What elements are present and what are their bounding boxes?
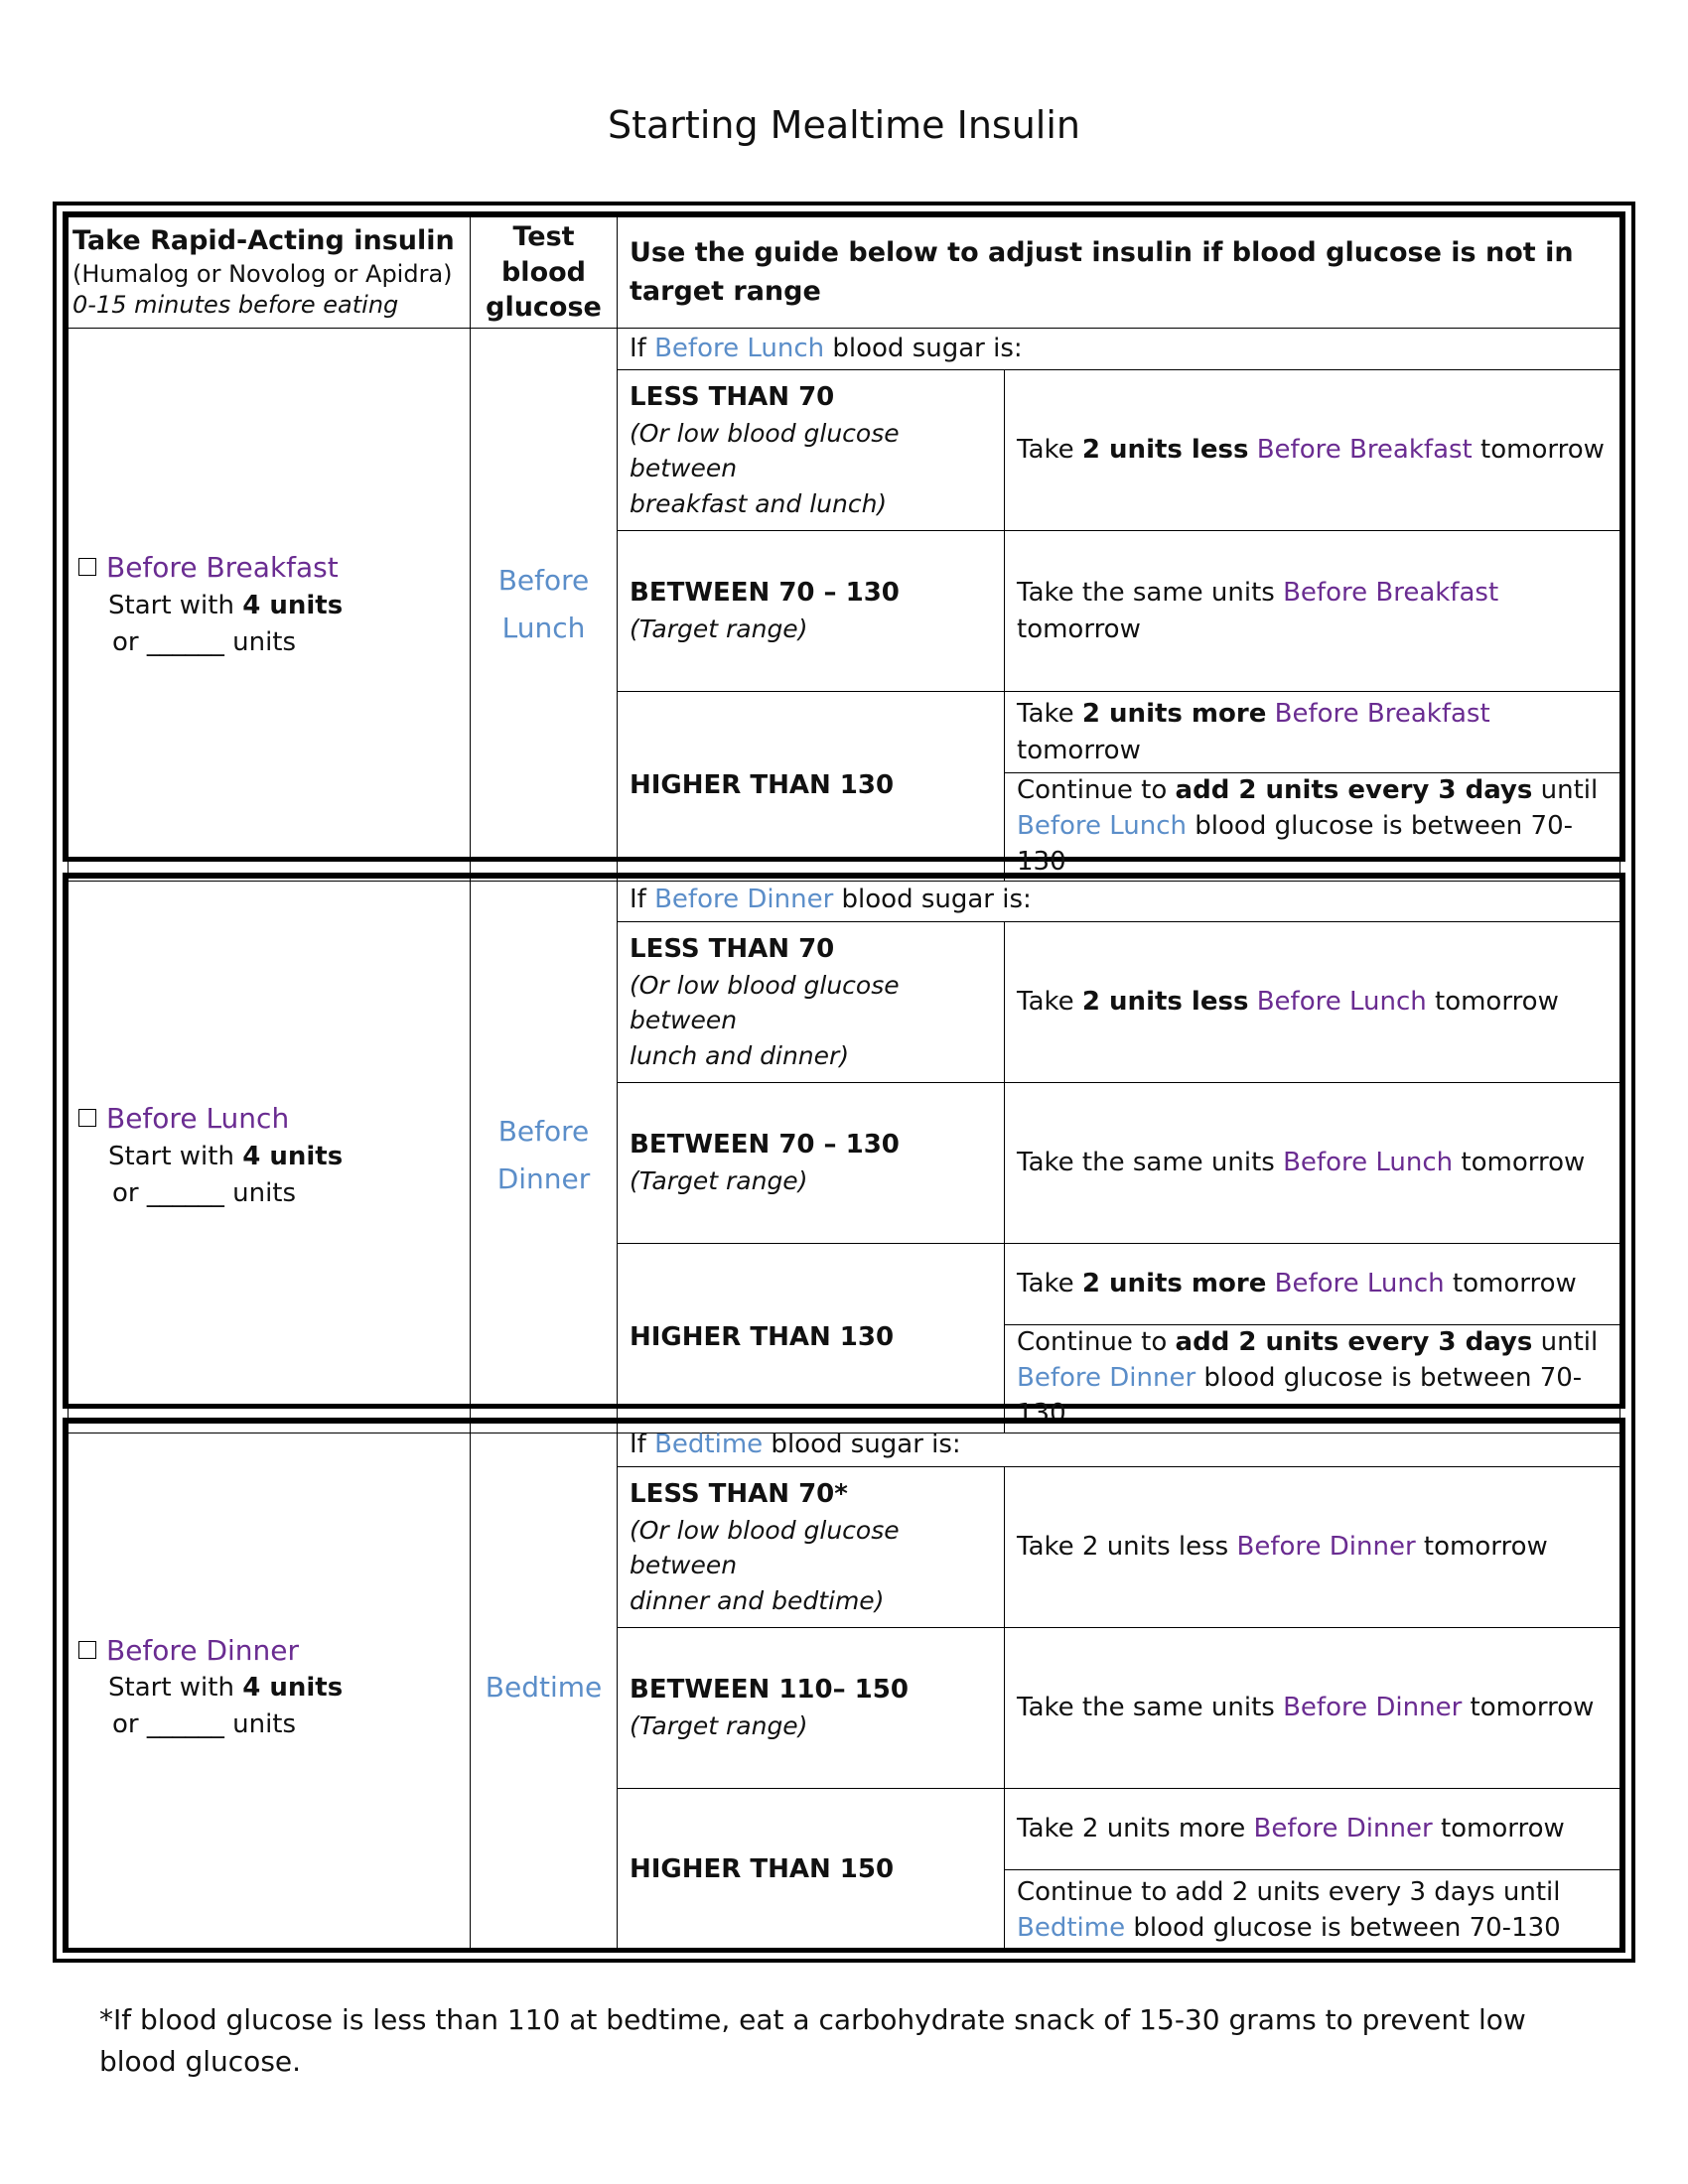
high-action — [1005, 1789, 1620, 1870]
start-units: 4 units — [242, 1673, 344, 1704]
low-condition — [618, 370, 1005, 531]
low-meal: Before Lunch — [1256, 987, 1427, 1018]
low-note-1: (Or low blood glucose between — [630, 1515, 900, 1580]
header-test-line3: glucose — [486, 292, 602, 324]
checkbox-icon[interactable] — [78, 1109, 96, 1127]
adjust-table-dinner — [68, 1423, 1620, 1952]
high-label: HIGHER THAN 150 — [630, 1854, 895, 1885]
header-insulin — [69, 217, 471, 329]
low-post: tomorrow — [1426, 987, 1559, 1018]
block-before-breakfast — [63, 211, 1625, 877]
low-note-1: (Or low blood glucose between — [630, 970, 900, 1035]
if-pre: If — [630, 885, 655, 915]
test-time — [471, 879, 618, 1433]
page-title: Starting Mealtime Insulin — [608, 103, 1080, 147]
if-row — [69, 879, 1620, 922]
header-insulin-brands: (Humalog or Novolog or Apidra) — [72, 259, 453, 288]
meal-cell — [69, 329, 471, 882]
high-post: tomorrow — [1017, 735, 1141, 765]
target-action — [1005, 1628, 1620, 1789]
start-with-label: Start with — [108, 1673, 243, 1704]
test-time-line1: Before — [497, 1115, 590, 1149]
test-time — [471, 329, 618, 882]
target-label: BETWEEN 70 – 130 — [630, 578, 900, 609]
low-label: LESS THAN 70 — [630, 381, 835, 412]
target-action — [1005, 1083, 1620, 1244]
target-post: tomorrow — [1462, 1693, 1595, 1723]
cont-pre: Continue to — [1017, 1327, 1176, 1357]
low-label: LESS THAN 70 — [630, 933, 835, 964]
low-bold: 2 units less — [1081, 435, 1249, 466]
if-post: blood sugar is: — [824, 334, 1023, 364]
low-condition — [618, 1467, 1005, 1628]
high-bold: 2 units more — [1081, 698, 1267, 729]
continue-action — [1005, 1870, 1620, 1952]
cont-pre: Continue to — [1017, 775, 1176, 805]
target-action — [1005, 531, 1620, 692]
if-condition — [618, 329, 1620, 370]
custom-units-blank: or ______ units — [112, 626, 297, 657]
high-post: tomorrow — [1444, 1269, 1577, 1299]
cont-post: blood glucose is between 70-130 — [1017, 810, 1574, 877]
high-condition — [618, 692, 1005, 882]
low-note-2: breakfast and lunch) — [630, 488, 888, 518]
low-post: tomorrow — [1472, 435, 1605, 466]
target-condition — [618, 1083, 1005, 1244]
if-time: Bedtime — [654, 1430, 764, 1460]
low-action — [1005, 370, 1620, 531]
low-bold: 2 units less — [1081, 987, 1249, 1018]
header-insulin-title: Take Rapid-Acting insulin — [72, 225, 455, 257]
if-time: Before Lunch — [654, 334, 825, 364]
custom-units-blank: or ______ units — [112, 1709, 297, 1740]
low-meal: Before Breakfast — [1256, 435, 1473, 466]
if-pre: If — [630, 1430, 655, 1460]
cont-mid: until — [1532, 775, 1599, 805]
low-post: tomorrow — [1415, 1532, 1548, 1563]
target-condition — [618, 1628, 1005, 1789]
high-condition — [618, 1244, 1005, 1433]
low-note-1: (Or low blood glucose between — [630, 418, 900, 483]
start-with-label: Start with — [108, 1141, 243, 1171]
checkbox-icon[interactable] — [78, 558, 96, 576]
cont-bold: add 2 units every 3 days — [1175, 1327, 1533, 1357]
cont-post: blood glucose is between 70-130 — [1125, 1912, 1561, 1943]
start-units: 4 units — [242, 590, 344, 620]
low-pre: Take — [1017, 987, 1082, 1018]
target-pre: Take the same units — [1017, 1693, 1284, 1723]
target-pre: Take the same units — [1017, 1148, 1284, 1178]
low-action — [1005, 922, 1620, 1083]
header-test — [471, 217, 618, 329]
meal-cell — [69, 879, 471, 1433]
target-post: tomorrow — [1017, 614, 1141, 644]
custom-units-blank: or ______ units — [112, 1177, 297, 1208]
cont-mid: until — [1532, 1327, 1599, 1357]
meal-name: Before Breakfast — [106, 551, 339, 585]
header-test-line1: Test — [512, 221, 575, 253]
high-condition — [618, 1789, 1005, 1952]
meal-name: Before Lunch — [106, 1102, 290, 1136]
header-guide: Use the guide below to adjust insulin if blood glucose is not in target range — [618, 217, 1620, 329]
if-pre: If — [630, 334, 655, 364]
high-action — [1005, 1244, 1620, 1325]
start-with-label: Start with — [108, 590, 243, 620]
if-row — [69, 1424, 1620, 1467]
target-meal: Before Dinner — [1283, 1693, 1463, 1723]
low-meal: Before Dinner — [1236, 1532, 1416, 1563]
cont-time: Bedtime — [1017, 1912, 1126, 1943]
low-action — [1005, 1467, 1620, 1628]
target-condition — [618, 531, 1005, 692]
checkbox-icon[interactable] — [78, 1641, 96, 1659]
meal-cell — [69, 1424, 471, 1952]
high-label: HIGHER THAN 130 — [630, 770, 895, 801]
header-insulin-timing: 0-15 minutes before eating — [72, 291, 399, 320]
high-label: HIGHER THAN 130 — [630, 1322, 895, 1353]
low-note-2: dinner and bedtime) — [630, 1585, 885, 1615]
adjust-table-breakfast — [68, 216, 1620, 882]
continue-action — [1005, 773, 1620, 882]
test-time-line1: Bedtime — [485, 1670, 603, 1704]
high-pre: Take — [1017, 698, 1082, 729]
target-meal: Before Lunch — [1283, 1148, 1454, 1178]
high-pre: Take — [1017, 1269, 1082, 1299]
target-post: tomorrow — [1453, 1148, 1586, 1178]
header-test-line2: blood — [500, 256, 586, 288]
cont-time: Before Dinner — [1017, 1362, 1196, 1393]
if-post: blood sugar is: — [833, 885, 1032, 915]
low-label: LESS THAN 70* — [630, 1478, 848, 1509]
target-pre: Take the same units — [1017, 577, 1284, 608]
meal-name: Before Dinner — [106, 1633, 300, 1667]
block-before-dinner — [63, 1418, 1625, 1953]
low-pre: Take — [1017, 435, 1082, 466]
start-units: 4 units — [242, 1141, 344, 1171]
if-condition — [618, 879, 1620, 922]
cont-post: blood glucose is between 70-130 — [1017, 1362, 1583, 1429]
high-pre: Take 2 units more — [1017, 1814, 1254, 1844]
test-time — [471, 1424, 618, 1952]
test-time-line2: Lunch — [501, 611, 586, 644]
test-time-line2: Dinner — [496, 1161, 591, 1195]
header-row — [69, 217, 1620, 329]
test-time-line1: Before — [497, 564, 590, 598]
cont-pre: Continue to add 2 units every 3 days until — [1017, 1876, 1561, 1907]
high-meal: Before Breakfast — [1274, 698, 1490, 729]
target-label: BETWEEN 70 – 130 — [630, 1130, 900, 1160]
cont-bold: add 2 units every 3 days — [1175, 775, 1533, 805]
target-meal: Before Breakfast — [1283, 577, 1499, 608]
target-note: (Target range) — [630, 1711, 808, 1741]
continue-action — [1005, 1325, 1620, 1433]
low-condition — [618, 922, 1005, 1083]
high-meal: Before Lunch — [1274, 1269, 1445, 1299]
low-note-2: lunch and dinner) — [630, 1040, 850, 1070]
high-post: tomorrow — [1432, 1814, 1565, 1844]
footnote: *If blood glucose is less than 110 at bedtime, eat a carbohydrate snack of 15-30 grams to prevent low blood glucose. — [99, 2003, 1526, 2078]
high-action — [1005, 692, 1620, 773]
target-label: BETWEEN 110– 150 — [630, 1675, 909, 1706]
if-condition — [618, 1424, 1620, 1467]
cont-time: Before Lunch — [1017, 810, 1188, 841]
block-before-lunch — [63, 873, 1625, 1429]
if-time: Before Dinner — [654, 885, 834, 915]
adjust-table-lunch — [68, 878, 1620, 1433]
if-post: blood sugar is: — [763, 1430, 961, 1460]
high-meal: Before Dinner — [1253, 1814, 1433, 1844]
low-pre: Take 2 units less — [1017, 1532, 1237, 1563]
target-note: (Target range) — [630, 1166, 808, 1196]
if-row — [69, 329, 1620, 370]
high-bold: 2 units more — [1081, 1269, 1267, 1299]
target-note: (Target range) — [630, 614, 808, 644]
